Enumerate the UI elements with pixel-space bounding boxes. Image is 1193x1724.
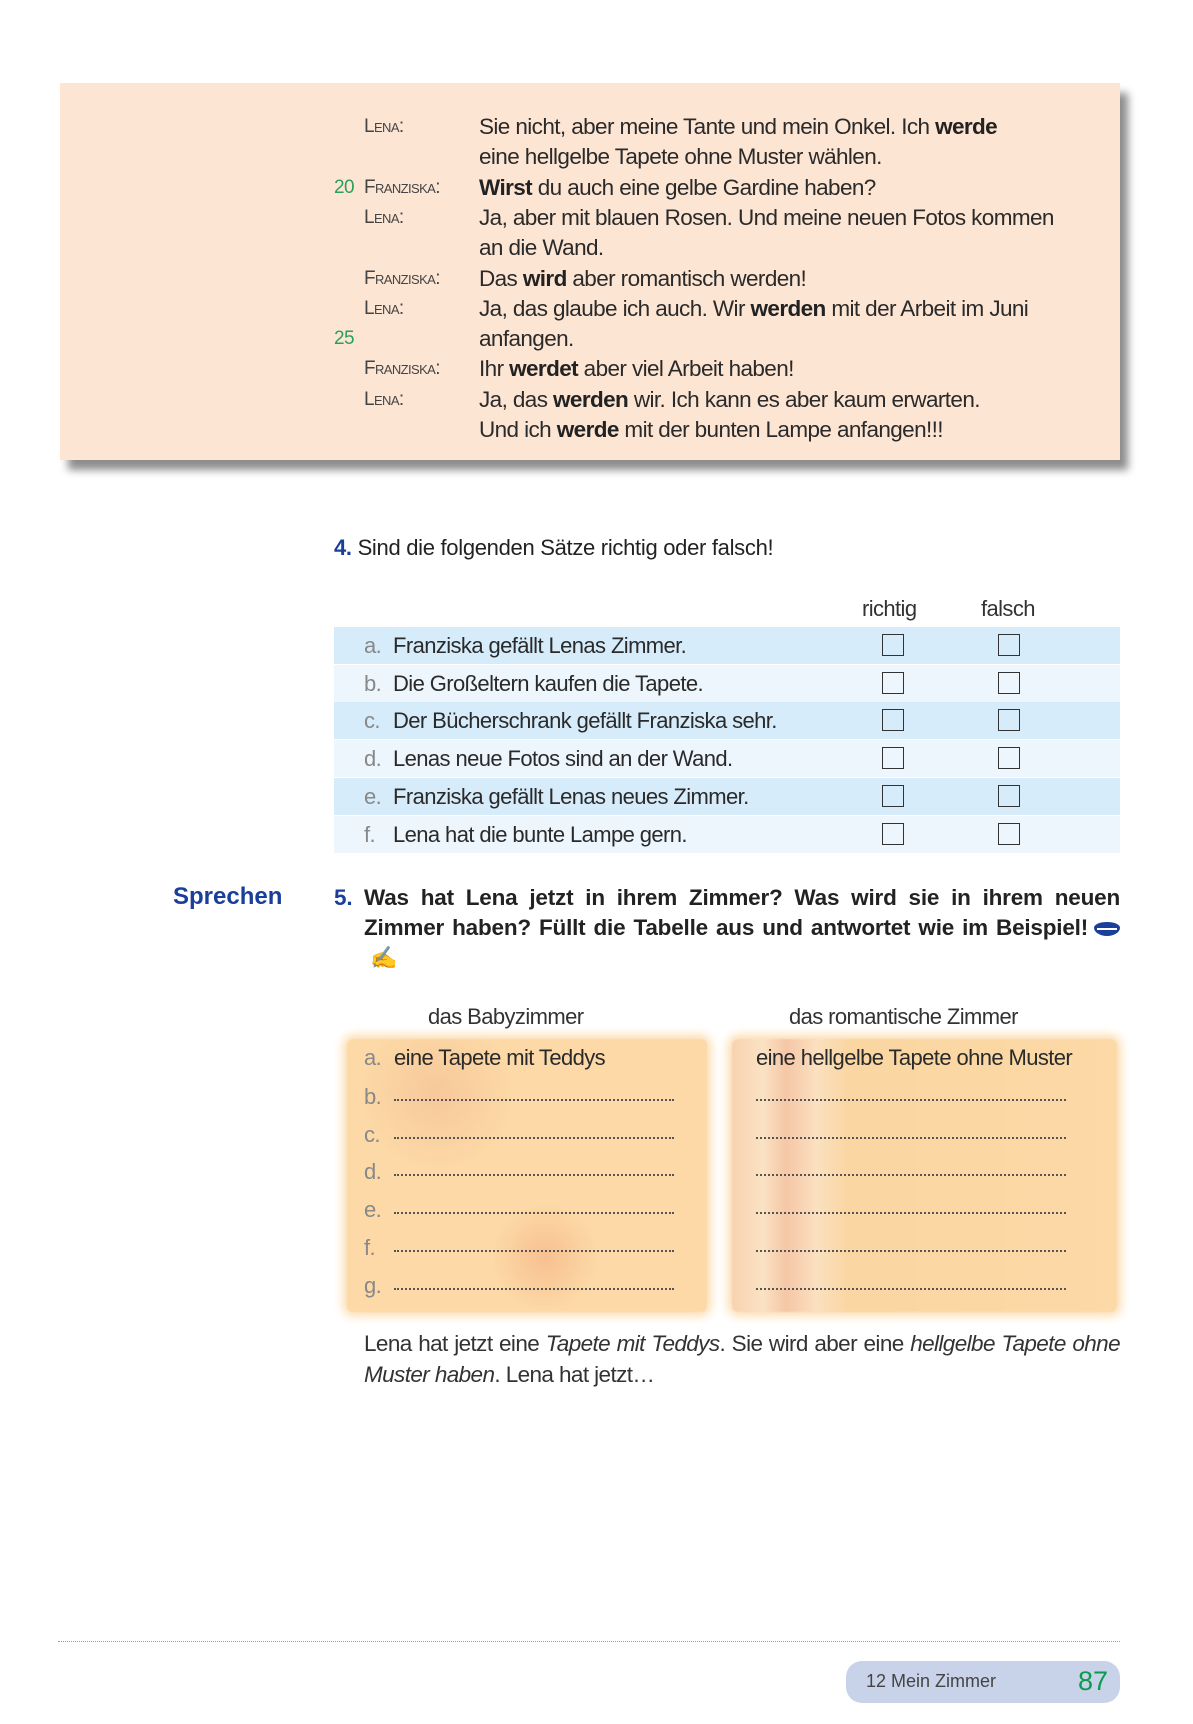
statement-text: Der Bücherschrank gefällt Franziska sehr.	[393, 708, 777, 734]
checkbox-falsch[interactable]	[998, 634, 1020, 656]
text-segment: anfangen.	[479, 326, 574, 352]
statement-letter: c.	[364, 708, 380, 734]
bold-verb: werde	[556, 417, 619, 442]
cell-text: eine hellgelbe Tapete ohne Muster	[756, 1045, 1073, 1070]
example-italic: hellgelbe Tapete ohne Muster haben	[364, 1331, 1120, 1387]
checkbox-richtig[interactable]	[882, 785, 904, 807]
text-segment: aber viel Arbeit haben!	[578, 356, 794, 382]
exercise-title: Sind die folgenden Sätze richtig oder falsch!	[357, 535, 774, 560]
answer-blank[interactable]	[756, 1232, 1066, 1252]
footer-divider	[58, 1641, 1120, 1642]
answer-blank[interactable]	[394, 1081, 674, 1101]
answer-blank[interactable]	[756, 1194, 1066, 1214]
table-row-right	[756, 1270, 1066, 1302]
checkbox-richtig[interactable]	[882, 634, 904, 656]
statement-row	[334, 816, 1120, 853]
statement-letter: a.	[364, 633, 382, 658]
row-letter: c.	[364, 1122, 380, 1147]
bold-verb: Wirst	[479, 174, 533, 200]
row-letter: d.	[364, 1159, 382, 1184]
text-segment: Sie nicht, aber meine Tante und mein Onkel. Ich	[479, 114, 936, 139]
exercise-number: 4.	[334, 535, 352, 560]
text-segment: Ja, das	[479, 386, 553, 412]
checkbox-falsch[interactable]	[998, 823, 1020, 845]
dialogue-text	[479, 385, 980, 415]
answer-blank[interactable]	[394, 1119, 674, 1139]
text-segment: mit der bunten Lampe anfangen!!!	[618, 417, 943, 442]
text-segment: Und ich	[479, 417, 557, 442]
exercise-4-heading	[334, 535, 773, 561]
statement-row	[334, 778, 1120, 815]
text-segment: an die Wand.	[479, 235, 604, 261]
text-segment: wir. Ich kann es aber kaum erwarten.	[628, 386, 980, 412]
example-answer	[364, 1328, 1120, 1390]
text-segment: eine hellgelbe Tapete ohne Muster wählen.	[479, 144, 882, 170]
text-segment: Ja, aber mit blauen Rosen. Und meine neuen Fotos kommen	[479, 204, 1054, 230]
dialogue-text	[479, 415, 943, 445]
row-letter: g.	[364, 1273, 382, 1298]
speaker-name: Franziska:	[364, 358, 440, 380]
table-row-right	[756, 1156, 1066, 1188]
table-row-right	[756, 1042, 1072, 1074]
bold-verb: wird	[522, 265, 567, 291]
statement-text: Lenas neue Fotos sind an der Wand.	[393, 746, 733, 772]
speaker-name: Franziska:	[364, 267, 440, 289]
table-row-left	[364, 1194, 674, 1226]
answer-blank[interactable]	[756, 1119, 1066, 1139]
statement-text: Franziska gefällt Lenas neues Zimmer.	[393, 783, 749, 809]
table-row-left	[364, 1042, 605, 1074]
row-letter: b.	[364, 1084, 382, 1109]
page-number: 87	[1077, 1666, 1108, 1696]
dialogue-text	[479, 233, 604, 263]
table-row-right	[756, 1081, 1066, 1113]
example-text: . Sie wird aber eine	[719, 1331, 911, 1356]
text-segment: aber romantisch werden!	[566, 265, 807, 291]
checkbox-richtig[interactable]	[882, 747, 904, 769]
example-italic: Tapete mit Teddys	[545, 1331, 720, 1356]
table-row-left	[364, 1156, 674, 1188]
checkbox-falsch[interactable]	[998, 747, 1020, 769]
answer-blank[interactable]	[756, 1156, 1066, 1176]
example-text: Lena hat jetzt eine	[364, 1331, 546, 1356]
column-header-falsch: falsch	[981, 596, 1035, 621]
bold-verb: werdet	[509, 356, 579, 382]
chapter-title: 12 Mein Zimmer	[866, 1671, 997, 1691]
table-row-right	[756, 1194, 1066, 1226]
line-number: 25	[334, 328, 354, 350]
answer-blank[interactable]	[394, 1156, 674, 1176]
speaker-name: Lena:	[364, 206, 404, 228]
statement-row	[334, 702, 1120, 739]
text-segment: mit der Arbeit im Juni	[825, 295, 1029, 321]
checkbox-falsch[interactable]	[998, 709, 1020, 731]
text-segment: du auch eine gelbe Gardine haben?	[532, 174, 876, 200]
statement-text: Die Großeltern kaufen die Tapete.	[393, 670, 703, 696]
bold-verb: werden	[750, 295, 826, 321]
statement-letter: b.	[364, 670, 382, 696]
statement-row	[334, 740, 1120, 777]
exercise-instruction: Was hat Lena jetzt in ihrem Zimmer? Was wird sie in ihrem neuen Zimmer haben? Füllt die Tabelle aus und antwortet wie im Beispiel!	[364, 885, 1120, 940]
table-row-left	[364, 1232, 674, 1264]
answer-blank[interactable]	[756, 1081, 1066, 1101]
table-row-right	[756, 1119, 1066, 1151]
dialogue-box	[60, 83, 1120, 460]
answer-blank[interactable]	[394, 1194, 674, 1214]
speaker-name: Franziska:	[364, 176, 440, 198]
table-row-left	[364, 1270, 674, 1302]
checkbox-falsch[interactable]	[998, 672, 1020, 694]
speaker-name: Lena:	[364, 297, 404, 319]
bold-verb: werden	[553, 386, 629, 412]
dialogue-text	[479, 203, 1054, 233]
writing-hand-icon: ✍	[370, 945, 398, 970]
dialogue-text	[479, 112, 997, 142]
dialogue-text	[479, 142, 882, 172]
text-segment: Das	[479, 265, 523, 291]
exercise-5-heading	[334, 883, 1120, 973]
dialogue-text	[479, 324, 574, 354]
statement-text: Franziska gefällt Lenas Zimmer.	[393, 633, 687, 658]
text-segment: Ihr	[479, 356, 510, 382]
checkbox-falsch[interactable]	[998, 785, 1020, 807]
statement-letter: d.	[364, 746, 382, 772]
checkbox-richtig[interactable]	[882, 672, 904, 694]
example-text: . Lena hat jetzt…	[494, 1362, 655, 1387]
text-segment: Ja, das glaube ich auch. Wir	[479, 295, 751, 321]
dialogue-text	[479, 294, 1028, 324]
statement-letter: f.	[364, 821, 376, 847]
dialogue-text	[479, 354, 794, 384]
answer-blank[interactable]	[756, 1270, 1066, 1290]
table-row-left	[364, 1081, 674, 1113]
speaker-name: Lena:	[364, 116, 404, 137]
cell-text: eine Tapete mit Teddys	[394, 1045, 606, 1070]
row-letter: f.	[364, 1235, 376, 1260]
speaker-name: Lena:	[364, 388, 404, 410]
statement-row	[334, 665, 1120, 702]
answer-blank[interactable]	[394, 1270, 674, 1290]
checkbox-richtig[interactable]	[882, 709, 904, 731]
table-row-left	[364, 1119, 674, 1151]
statement-row	[334, 627, 1120, 664]
bold-verb: werde	[935, 114, 998, 139]
statement-text: Lena hat die bunte Lampe gern.	[393, 821, 687, 847]
section-label: Sprechen	[173, 883, 283, 910]
exercise-number: 5.	[334, 885, 353, 910]
statement-letter: e.	[364, 783, 382, 809]
row-letter: e.	[364, 1197, 382, 1222]
speaking-lips-icon	[1094, 922, 1120, 936]
checkbox-richtig[interactable]	[882, 823, 904, 845]
column-header-richtig: richtig	[862, 596, 917, 621]
column-title-romantisches-zimmer: das romantische Zimmer	[789, 1004, 1018, 1029]
column-title-babyzimmer: das Babyzimmer	[428, 1004, 584, 1029]
row-letter: a.	[364, 1045, 382, 1070]
dialogue-text	[479, 264, 806, 294]
table-row-right	[756, 1232, 1066, 1264]
answer-blank[interactable]	[394, 1232, 674, 1252]
footer-pill	[846, 1661, 1120, 1703]
line-number: 20	[334, 176, 354, 198]
dialogue-text	[479, 173, 876, 203]
